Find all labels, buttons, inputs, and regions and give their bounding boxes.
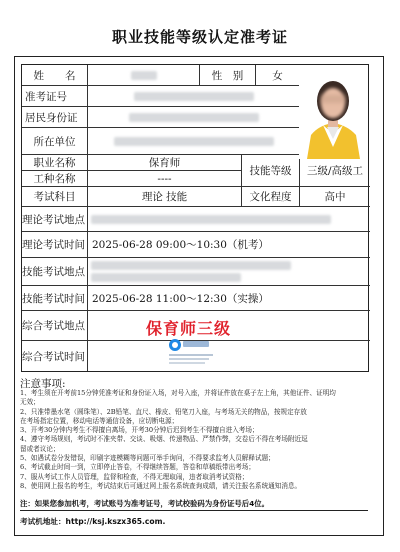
comp-time-label: 综合考试时间 <box>22 341 88 371</box>
ticket-value <box>88 86 300 107</box>
notice-line: 5、如遇试卷分发错误，印刷字迹模糊等问题可举手询问，不得要求监考人员解释试题； <box>20 454 275 463</box>
job-type-label: 工种名称 <box>22 171 88 187</box>
notice-line: 无效； <box>20 398 40 407</box>
skill-level-value: 三级/高级工 <box>300 155 370 187</box>
gender-label: 性 别 <box>200 65 256 86</box>
notice-list <box>20 389 372 491</box>
notice-title: 注意事项: <box>20 378 66 390</box>
education-label: 文化程度 <box>242 187 300 207</box>
divider <box>20 510 368 511</box>
occupation-label: 职业名称 <box>22 155 88 171</box>
notice-line: 7、服从考试工作人员管理，监督和检查，不得无理取闹，违者取消考试资格； <box>20 472 249 481</box>
notice-line: 在考场指定位置，移动电话等通信设备，应切断电源； <box>20 416 179 425</box>
document-title: 职业技能等级认定准考证 <box>111 28 288 46</box>
name-label: 姓 名 <box>22 65 88 86</box>
job-type-value: ---- <box>88 171 242 187</box>
notice-line: 2、只准带墨水笔（圆珠笔）、2B铅笔、直尺、橡皮、铅笔刀入座，与考场无关的物品，按规定存放 <box>20 407 307 416</box>
gender-value: 女 <box>256 65 300 86</box>
notice-line: 1、考生须在开考前15分钟凭准考证和身份证入场，对号入座，并将证件放在桌子左上角，其他证件、证明均 <box>20 389 336 397</box>
skill-place-label: 技能考试地点 <box>22 258 88 286</box>
theory-time-label: 理论考试时间 <box>22 232 88 258</box>
logo <box>167 336 229 366</box>
occupation-value: 保育师 <box>88 155 242 171</box>
name-value <box>88 65 200 86</box>
theory-place-value <box>88 207 370 232</box>
theory-place-label: 理论考试地点 <box>22 207 88 232</box>
subjects-value: 理论 技能 <box>88 187 242 207</box>
notice-line: 留或者议论； <box>20 444 60 453</box>
subjects-label: 考试科目 <box>22 187 88 207</box>
candidate-photo <box>299 65 368 159</box>
comp-time-value <box>88 341 370 371</box>
unit-label: 所在单位 <box>22 128 88 155</box>
skill-time-value: 2025-06-28 11:00～12:30（实操） <box>88 286 370 311</box>
notice-line: 8、使用网上报名的考生，考试结束后可通过网上报名系统查询成绩，请关注报名系统通知消息。 <box>20 481 302 490</box>
notice-line: 6、考试截止时间一到，立即停止答卷，不得继续答题，答卷和草稿纸带出考场； <box>20 463 255 472</box>
notice-line: 3、开考30分钟内考生不得擅自离场，开考30分钟后迟到考生不得擅自进入考场； <box>20 426 259 435</box>
notice-line: 4、遵守考场规则，考试时不准夹带、交谈、吸烟、传递物品、严禁作弊，交卷后不得在考场附近逗 <box>20 435 308 444</box>
machine-exam-note: 注：如果您参加机考，考试账号为准考证号，考试校验码为身份证号后4位。 <box>20 499 270 508</box>
skill-time-label: 技能考试时间 <box>22 286 88 311</box>
unit-value <box>88 128 300 155</box>
id-label: 居民身份证 <box>22 107 88 128</box>
stamp-text: 保育师三级 <box>146 319 232 338</box>
skill-level-label: 技能等级 <box>242 155 300 187</box>
ticket-label: 准考证号 <box>22 86 88 107</box>
theory-time-value: 2025-06-28 09:00～10:30（机考） <box>88 232 370 258</box>
comp-place-label: 综合考试地点 <box>22 311 88 341</box>
skill-place-value <box>88 258 370 286</box>
education-value: 高中 <box>300 187 370 207</box>
website-address: 考试机地址：http://ksj.kszx365.com. <box>20 517 166 526</box>
id-value <box>88 107 300 128</box>
